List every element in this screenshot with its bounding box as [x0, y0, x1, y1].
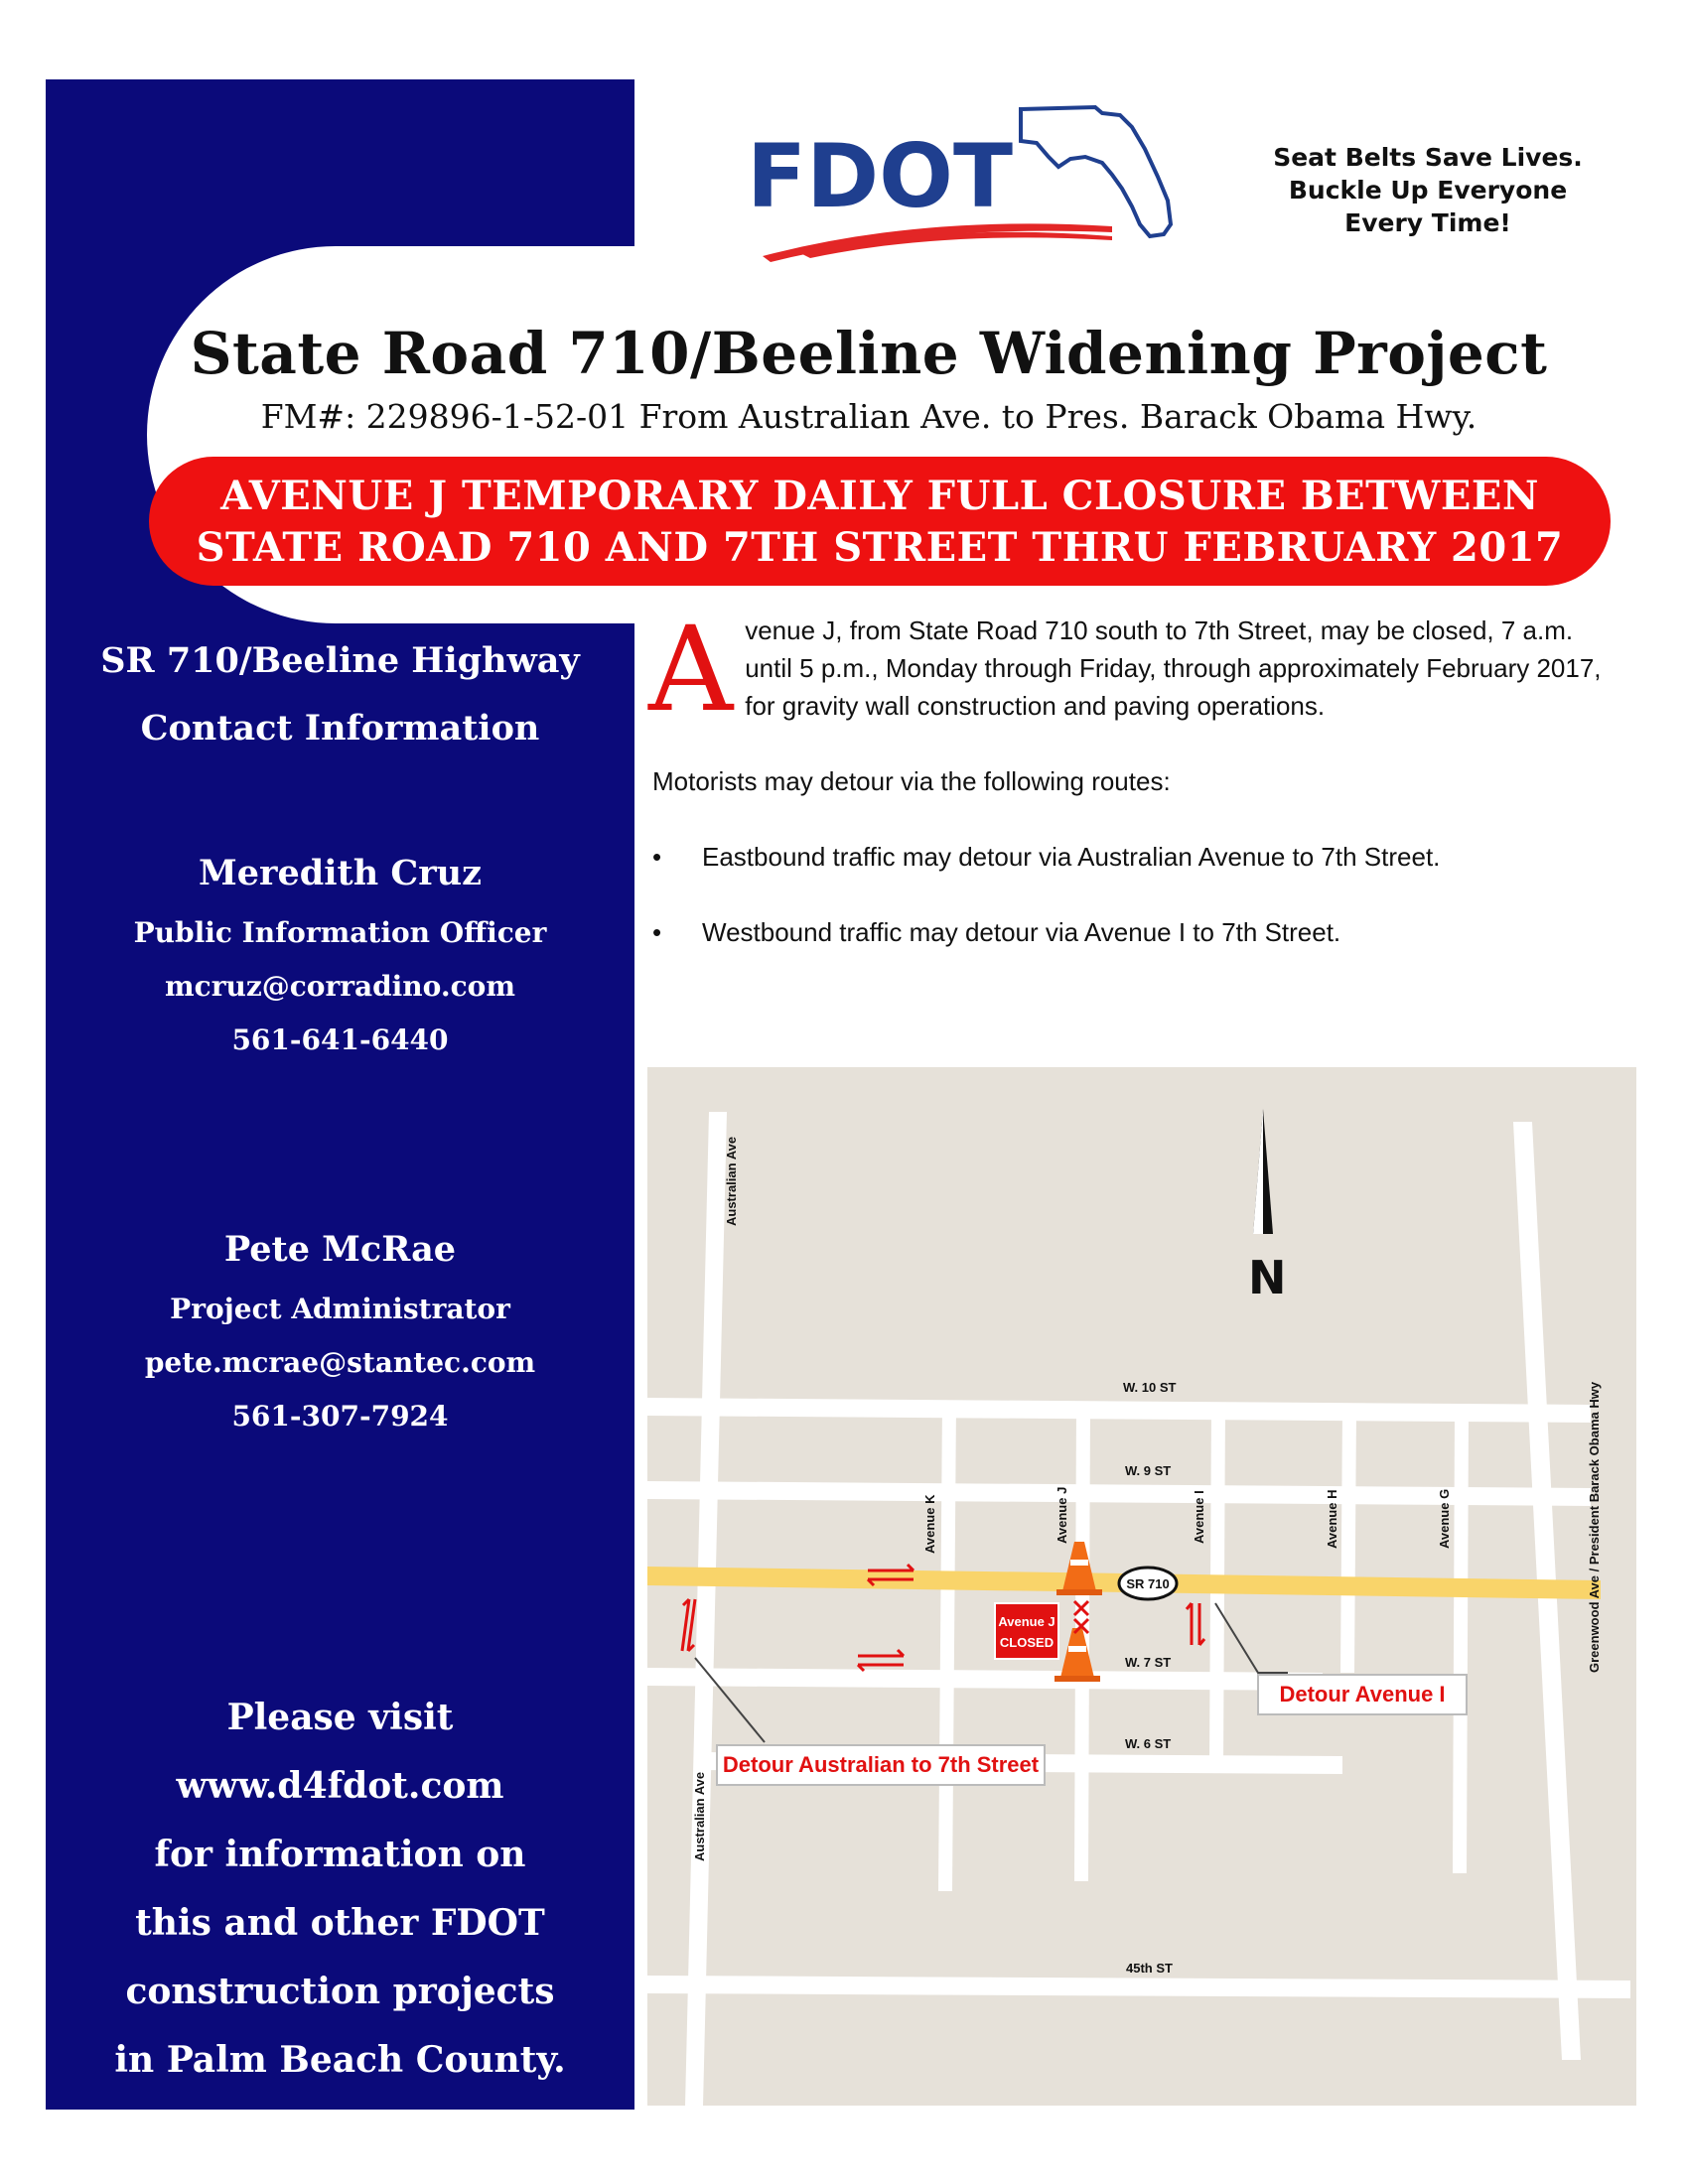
- contact-heading-line: Contact Information: [140, 708, 540, 749]
- street-label: Avenue J: [1055, 1486, 1069, 1544]
- visit-line: construction projects: [125, 1971, 555, 2012]
- visit-block: [46, 1684, 634, 2095]
- closed-sign-line: CLOSED: [999, 1635, 1055, 1650]
- article-body: [648, 601, 1606, 989]
- road-ave-k: [938, 1403, 956, 1891]
- street-label: Avenue I: [1192, 1490, 1206, 1544]
- street-label: 45th ST: [1126, 1961, 1173, 1976]
- detour-map: [647, 1067, 1636, 2106]
- banner-line: STATE ROAD 710 AND 7TH STREET THRU FEBRUARY 2017: [196, 524, 1564, 571]
- seatbelt-slogan: [1239, 141, 1617, 239]
- red-swoosh-icon: [802, 232, 1112, 258]
- street-label: Avenue H: [1325, 1489, 1339, 1549]
- contact-role: Public Information Officer: [133, 916, 547, 949]
- street-label: Avenue G: [1437, 1488, 1452, 1549]
- contact-heading: [46, 627, 634, 762]
- street-label: Avenue K: [922, 1494, 937, 1554]
- visit-link[interactable]: www.d4fdot.com: [176, 1765, 504, 1807]
- detour-australian-label: Detour Australian to 7th Street: [722, 1752, 1040, 1777]
- street-label: W. 10 ST: [1123, 1380, 1177, 1395]
- intro-paragraph: [648, 601, 1606, 738]
- road-australian: [685, 1112, 727, 2106]
- visit-line: this and other FDOT: [135, 1902, 545, 1944]
- street-label: Australian Ave: [724, 1136, 739, 1226]
- contact-card: [46, 1225, 634, 1443]
- contact-heading-line: SR 710/Beeline Highway: [100, 640, 580, 681]
- contact-email[interactable]: pete.mcrae@stantec.com: [144, 1346, 536, 1379]
- contact-phone: 561-307-7924: [231, 1400, 449, 1433]
- fdot-logo: [743, 97, 1180, 266]
- two-way-arrow-icon: [858, 1650, 904, 1671]
- closure-banner: [149, 457, 1611, 586]
- contact-phone: 561-641-6440: [231, 1024, 449, 1056]
- north-arrow-icon: [1253, 1109, 1263, 1234]
- intro-text: venue J, from State Road 710 south to 7th Street, may be closed, 7 a.m. until 5 p.m., Monday through Friday, through approximately February 2017, for gravity wall construction and paving operations.: [745, 615, 1602, 721]
- project-fm-number: FM#: 229896-1-52-01 From Australian Ave. to Pres. Barack Obama Hwy.: [260, 397, 1477, 436]
- street-label: Greenwood Ave / President Barack Obama Hwy: [1587, 1381, 1602, 1673]
- road-w10: [647, 1398, 1591, 1423]
- shield-label: SR 710: [1126, 1576, 1170, 1591]
- contact-name: Meredith Cruz: [199, 853, 482, 893]
- contact-card: [46, 849, 634, 1067]
- north-label: N: [1248, 1251, 1287, 1304]
- visit-line: Please visit: [226, 1697, 454, 1738]
- visit-line: for information on: [154, 1834, 526, 1875]
- contact-email[interactable]: mcruz@corradino.com: [165, 970, 515, 1003]
- two-way-arrow-icon: [1187, 1603, 1204, 1645]
- detour-intro: Motorists may detour via the following routes:: [652, 766, 1171, 796]
- street-label: Australian Ave: [692, 1771, 707, 1861]
- road-ave-h: [1340, 1410, 1356, 1673]
- detour-list: [652, 838, 1606, 951]
- street-grid: [647, 1112, 1630, 2106]
- road-ave-g: [1453, 1410, 1469, 1873]
- banner-line: AVENUE J TEMPORARY DAILY FULL CLOSURE BETWEEN: [220, 473, 1539, 519]
- street-label: W. 7 ST: [1125, 1655, 1172, 1670]
- contact-role: Project Administrator: [170, 1293, 510, 1325]
- callout-line: [1215, 1603, 1288, 1673]
- detour-avenue-i-label: Detour Avenue I: [1279, 1682, 1446, 1706]
- slogan-line: Seat Belts Save Lives.: [1273, 143, 1583, 172]
- visit-line: in Palm Beach County.: [114, 2039, 566, 2081]
- slogan-line: Every Time!: [1344, 208, 1511, 237]
- two-way-arrow-icon: [682, 1599, 695, 1651]
- closed-sign: [995, 1603, 1058, 1659]
- list-item: • Eastbound traffic may detour via Australian Avenue to 7th Street.: [652, 838, 1606, 876]
- project-title: State Road 710/Beeline Widening Project: [190, 320, 1548, 387]
- fdot-logo-graphic: [743, 97, 1180, 266]
- list-item: • Westbound traffic may detour via Avenue I to 7th Street.: [652, 913, 1606, 951]
- map-graphic: [647, 1067, 1636, 2106]
- drop-cap: A: [648, 601, 734, 738]
- road-45th: [647, 1976, 1630, 1998]
- street-label: W. 9 ST: [1125, 1463, 1172, 1478]
- closed-sign-line: Avenue J: [998, 1614, 1055, 1629]
- contact-name: Pete McRae: [223, 1229, 457, 1270]
- street-label: W. 6 ST: [1125, 1736, 1172, 1751]
- florida-outline-icon: [1021, 107, 1171, 236]
- slogan-line: Buckle Up Everyone: [1288, 176, 1568, 205]
- fdot-wordmark: FDOT: [747, 125, 1013, 227]
